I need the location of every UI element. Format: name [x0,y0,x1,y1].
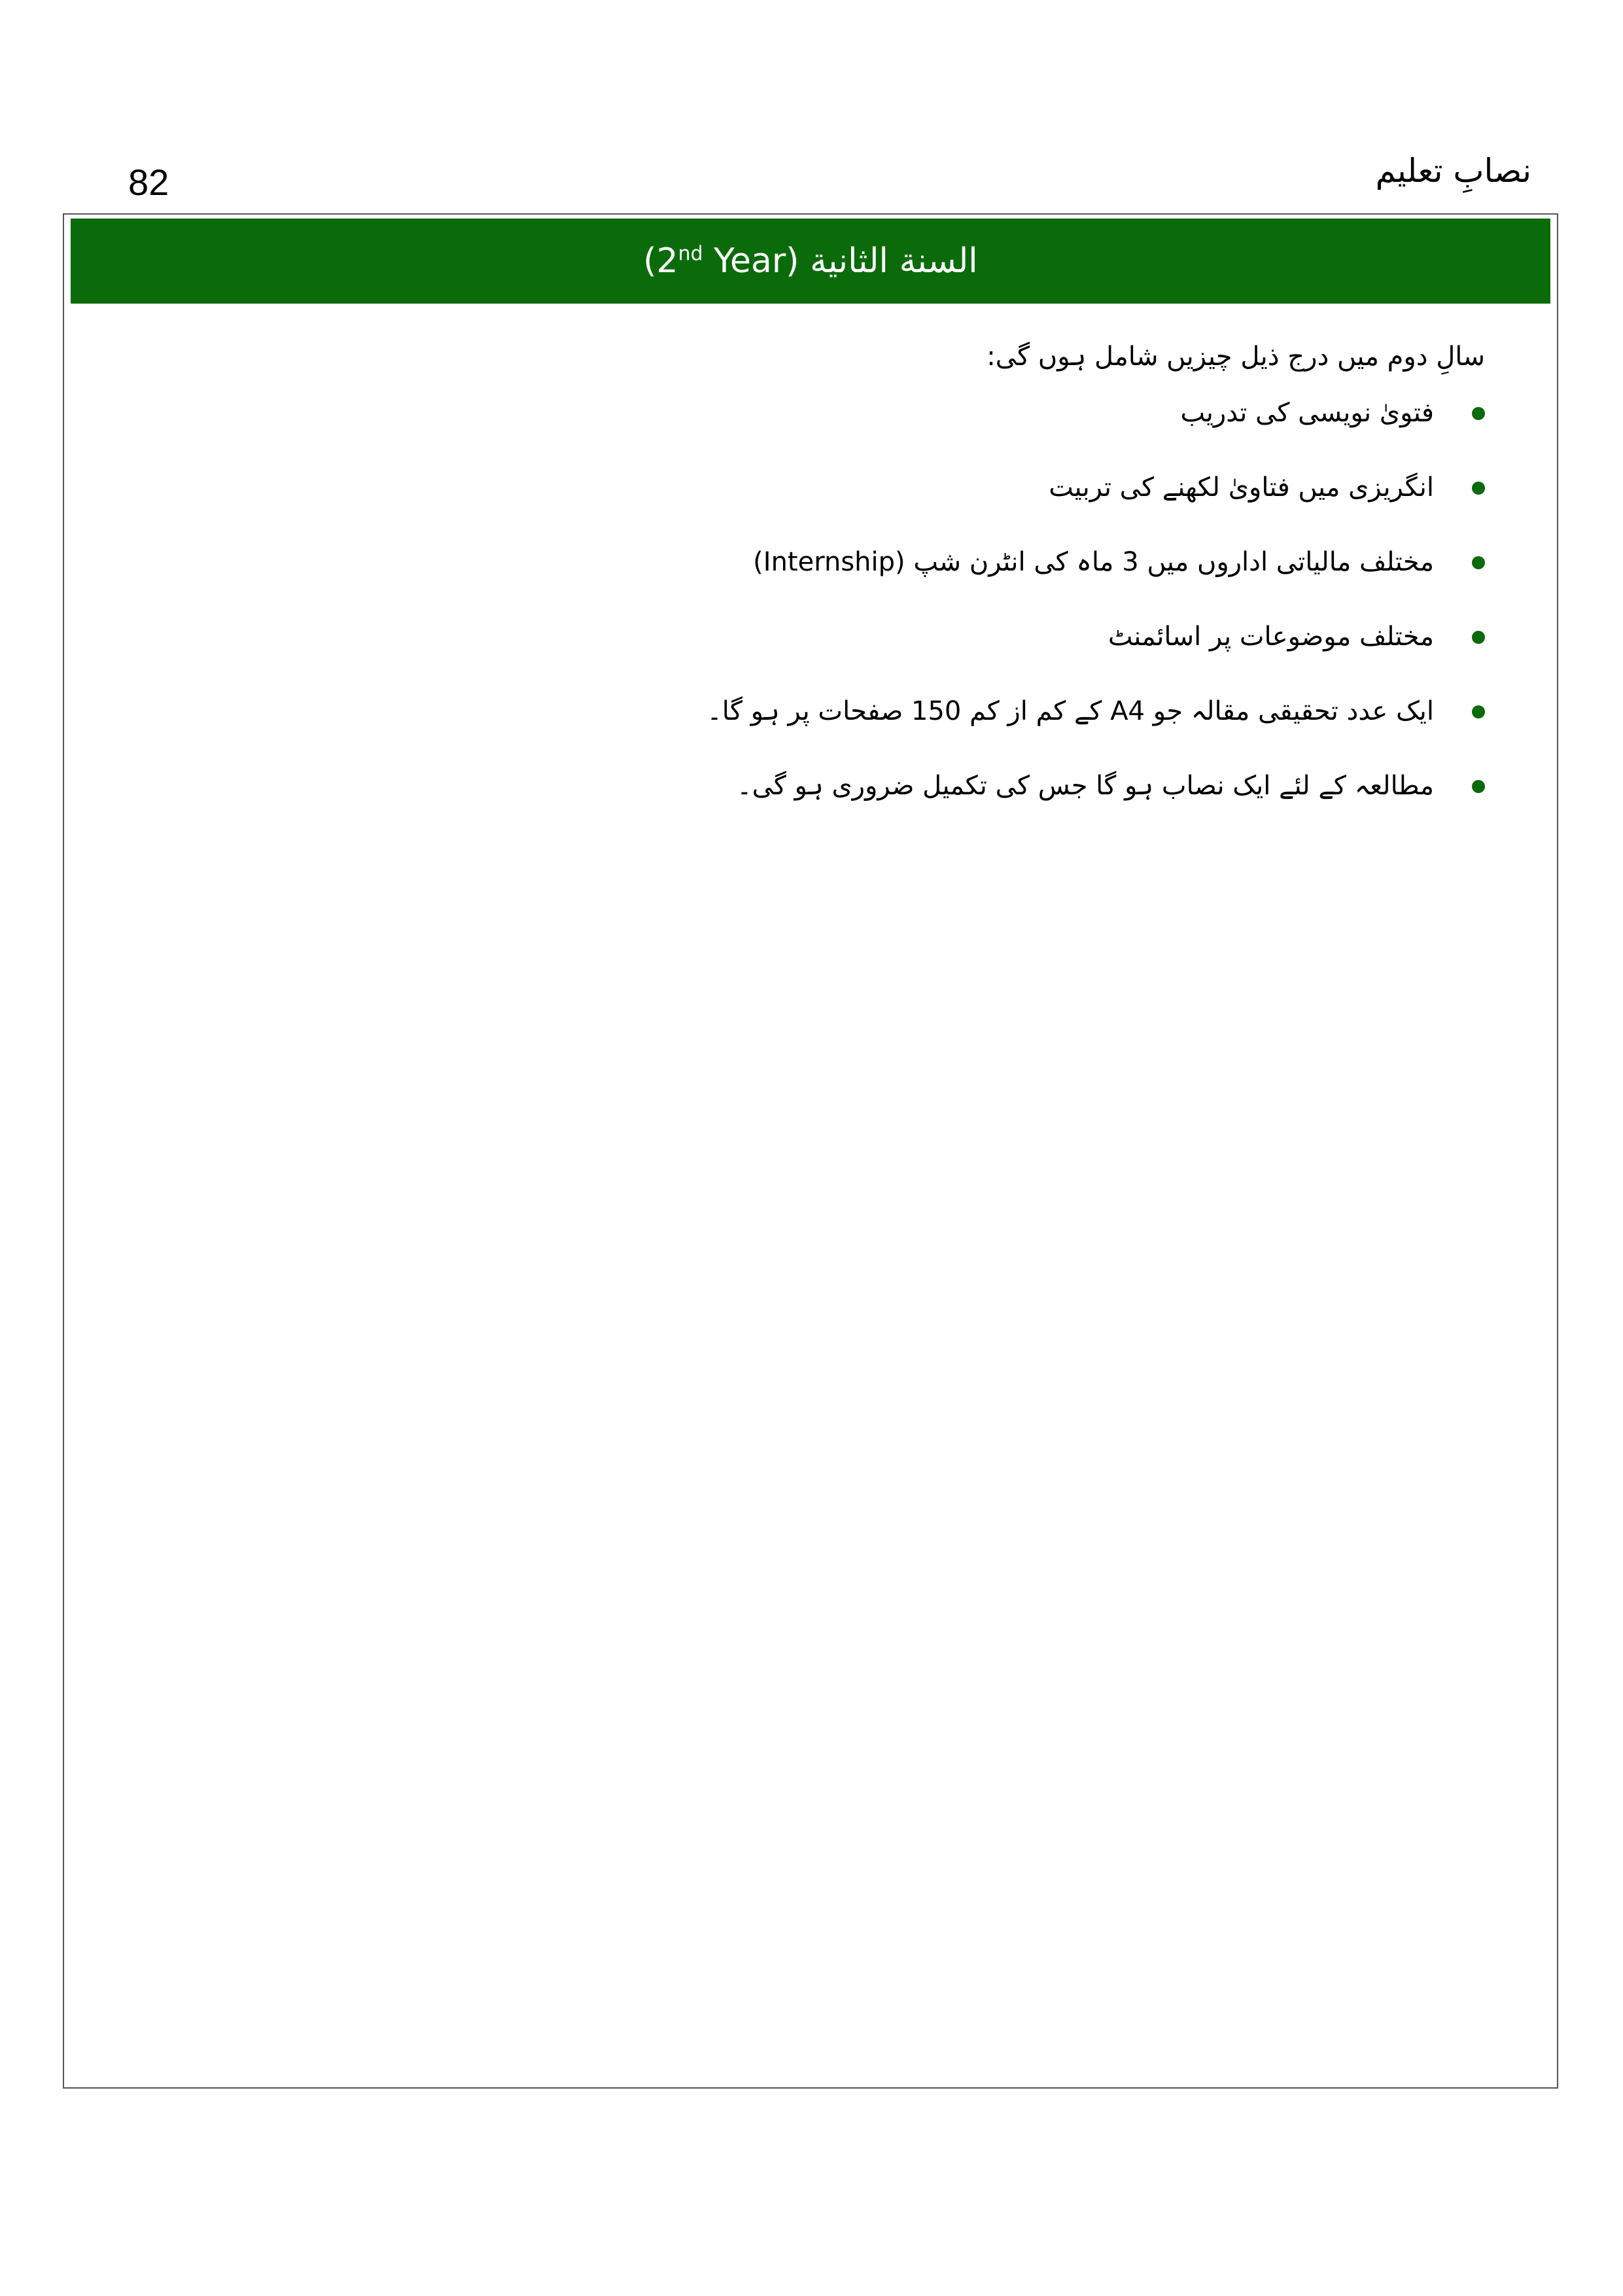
banner-title-english: (2nd Year) [643,241,799,281]
list-item: ایک عدد تحقیقی مقالہ جو A4 کے کم از کم 150 صفحات پر ہو گا۔ [504,688,1485,734]
list-item: فتویٰ نویسی کی تدریب [504,390,1485,436]
banner-title [643,241,978,281]
bullet-icon [1472,407,1485,420]
section-banner [71,219,1550,304]
list-item: مطالعہ کے لئے ایک نصاب ہو گا جس کی تکمیل ضروری ہو گی۔ [504,763,1485,809]
intro-text: سالِ دوم میں درج ذیل چیزیں شامل ہوں گی: [986,342,1485,372]
bullet-icon [1472,780,1485,793]
list-item: انگریزی میں فتاویٰ لکھنے کی تربیت [504,465,1485,510]
bullet-icon [1472,482,1485,495]
banner-title-arabic: السنة الثانية [810,241,978,281]
list-item: مختلف موضوعات پر اسائمنٹ [504,614,1485,660]
item-list [504,390,1485,809]
content-frame [63,213,1558,2089]
bullet-icon [1472,556,1485,569]
bullet-icon [1472,705,1485,718]
bullet-icon [1472,631,1485,644]
header-title: نصابِ تعلیم [1375,152,1531,190]
section-content [504,334,1485,838]
list-item: مختلف مالیاتی اداروں میں 3 ماہ کی انٹرن شپ (Internship) [504,539,1485,585]
page-number: 82 [128,162,169,203]
